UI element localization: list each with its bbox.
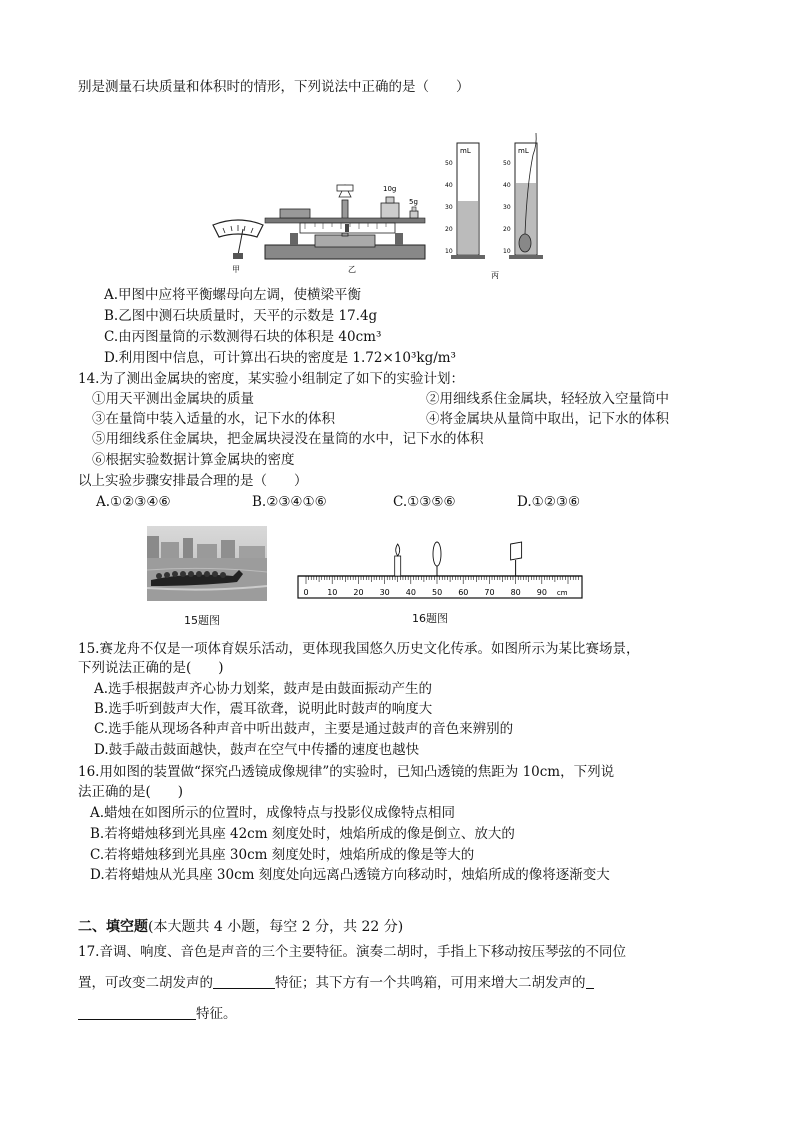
q16-stem-1: 16.用如图的装置做“探究凸透镜成像规律”的实验时，已知凸透镜的焦距为 10cm，下列说 xyxy=(78,764,615,780)
flame-icon xyxy=(396,544,400,556)
q15-option-c: C.选手能从现场各种声音中听出鼓声，主要是通过鼓声的音色来辨别的 xyxy=(94,721,514,737)
ruler-label: 80 xyxy=(510,588,521,597)
q13-option-a: A.甲图中应将平衡螺母向左调，使横梁平衡 xyxy=(104,287,362,303)
cyl2-tick: 20 xyxy=(503,226,511,233)
q17-line-3b: 特征。 xyxy=(196,1006,237,1022)
ruler-label: 30 xyxy=(379,588,390,597)
label-bing: 丙 xyxy=(491,271,499,280)
section2-title: 二、填空题 xyxy=(78,919,148,935)
q17-line-1: 17.音调、响度、音色是声音的三个主要特征。演奏二胡时，手指上下移动按压琴弦的不同位 xyxy=(78,944,626,960)
cyl2-tick: 10 xyxy=(503,248,511,255)
q17-blank-2-start[interactable] xyxy=(586,974,594,989)
q14-option-b: B.②③④①⑥ xyxy=(252,494,327,510)
ruler-label: 10 xyxy=(327,588,338,597)
q15-stem-1: 15.赛龙舟不仅是一项体育娱乐活动，更体现我国悠久历史文化传承。如图所示为某比赛场景， xyxy=(78,641,640,657)
cyl1-tick: 20 xyxy=(445,226,453,233)
q13-stem-tail: 别是测量石块质量和体积时的情形，下列说法中正确的是（ ） xyxy=(78,79,470,95)
fig16-caption: 16题图 xyxy=(412,612,448,625)
section2-note: (本大题共 4 小题，每空 2 分，共 22 分) xyxy=(148,919,404,935)
q14-step-6: ⑥根据实验数据计算金属块的密度 xyxy=(92,452,295,468)
section2-heading xyxy=(78,918,403,936)
measuring-cylinder-1-icon xyxy=(451,143,485,259)
q14-step-1: ①用天平测出金属块的质量 xyxy=(92,391,254,407)
ruler-label: 90 xyxy=(536,588,547,597)
screen-icon xyxy=(511,542,522,560)
q16-stem-2: 法正确的是( ) xyxy=(78,784,184,800)
q14-step-4: ④将金属块从量筒中取出，记下水的体积 xyxy=(426,411,669,427)
q14-step-3: ③在量筒中装入适量的水，记下水的体积 xyxy=(92,411,335,427)
convex-lens-icon xyxy=(433,542,441,566)
q14-question: 以上实验步骤安排最合理的是（ ） xyxy=(78,473,308,489)
cyl1-tick: 40 xyxy=(445,182,453,189)
ruler-label: 70 xyxy=(484,588,495,597)
weight-5g: 5g xyxy=(409,198,418,206)
q16-option-d: D.若将蜡烛从光具座 30cm 刻度处向远离凸透镜方向移动时，烛焰所成的像将逐渐变大 xyxy=(90,867,610,883)
q16-option-b: B.若将蜡烛移到光具座 42cm 刻度处时，烛焰所成的像是倒立、放大的 xyxy=(90,826,515,842)
q17-blank-1[interactable] xyxy=(213,974,275,989)
ruler-unit: cm xyxy=(556,589,568,597)
ruler-label: 40 xyxy=(405,588,416,597)
q15-option-d: D.鼓手敲击鼓面越快，鼓声在空气中传播的速度也越快 xyxy=(94,742,420,758)
cyl1-tick: 10 xyxy=(445,248,453,255)
q15-option-b: B.选手听到鼓声大作，震耳欲聋，说明此时鼓声的响度大 xyxy=(94,701,433,717)
ruler-label: 0 xyxy=(303,588,309,597)
cyl2-tick: 30 xyxy=(503,204,511,211)
q14-stem: 14.为了测出金属块的密度，某实验小组制定了如下的实验计划： xyxy=(78,371,464,387)
cyl1-tick: 50 xyxy=(445,160,453,167)
q14-option-d: D.①②③⑥ xyxy=(517,494,581,510)
q14-step-5: ⑤用细线系住金属块，把金属块浸没在量筒的水中，记下水的体积 xyxy=(92,431,484,447)
balance-dial-icon xyxy=(213,220,263,259)
q17-line-2a: 置，可改变二胡发声的 xyxy=(78,975,213,991)
label-jia: 甲 xyxy=(232,265,240,274)
q13-option-c: C.由丙图量筒的示数测得石块的体积是 40cm³ xyxy=(104,329,382,345)
optical-bench xyxy=(296,538,586,602)
weight-10g: 10g xyxy=(383,185,397,193)
figure-13 xyxy=(205,125,545,285)
q17-line-2b: 特征；其下方有一个共鸣箱，可用来增大二胡发声的 xyxy=(275,975,586,991)
q15-stem-2: 下列说法正确的是( ) xyxy=(78,660,224,676)
label-yi: 乙 xyxy=(348,265,356,274)
ruler-label: 20 xyxy=(353,588,364,597)
unit-ml-1: mL xyxy=(460,147,471,155)
q13-option-b: B.乙图中测石块质量时，天平的示数是 17.4g xyxy=(104,308,378,324)
cyl1-tick: 30 xyxy=(445,204,453,211)
q17-line-2 xyxy=(78,974,594,992)
q14-option-a: A.①②③④⑥ xyxy=(96,494,171,510)
q17-line-3 xyxy=(78,1005,237,1023)
balance-scale-icon xyxy=(265,185,425,259)
ruler-label: 50 xyxy=(432,588,443,597)
cyl2-tick: 50 xyxy=(503,160,511,167)
q14-step-2: ②用细线系住金属块，轻轻放入空量筒中 xyxy=(426,391,669,407)
q14-option-c: C.①③⑤⑥ xyxy=(393,494,456,510)
q13-option-d: D.利用图中信息，可计算出石块的密度是 1.72×10³kg/m³ xyxy=(104,350,456,366)
dragon-boat-photo xyxy=(147,526,267,601)
q17-blank-2[interactable] xyxy=(78,1005,196,1020)
candle-icon xyxy=(395,556,401,576)
unit-ml-2: mL xyxy=(518,147,529,155)
ruler-label: 60 xyxy=(458,588,469,597)
cyl2-tick: 40 xyxy=(503,182,511,189)
q16-option-a: A.蜡烛在如图所示的位置时，成像特点与投影仪成像特点相同 xyxy=(90,805,456,821)
q16-option-c: C.若将蜡烛移到光具座 30cm 刻度处时，烛焰所成的像是等大的 xyxy=(90,847,475,863)
fig15-caption: 15题图 xyxy=(184,614,220,627)
q15-option-a: A.选手根据鼓声齐心协力划桨，鼓声是由鼓面振动产生的 xyxy=(94,681,433,697)
